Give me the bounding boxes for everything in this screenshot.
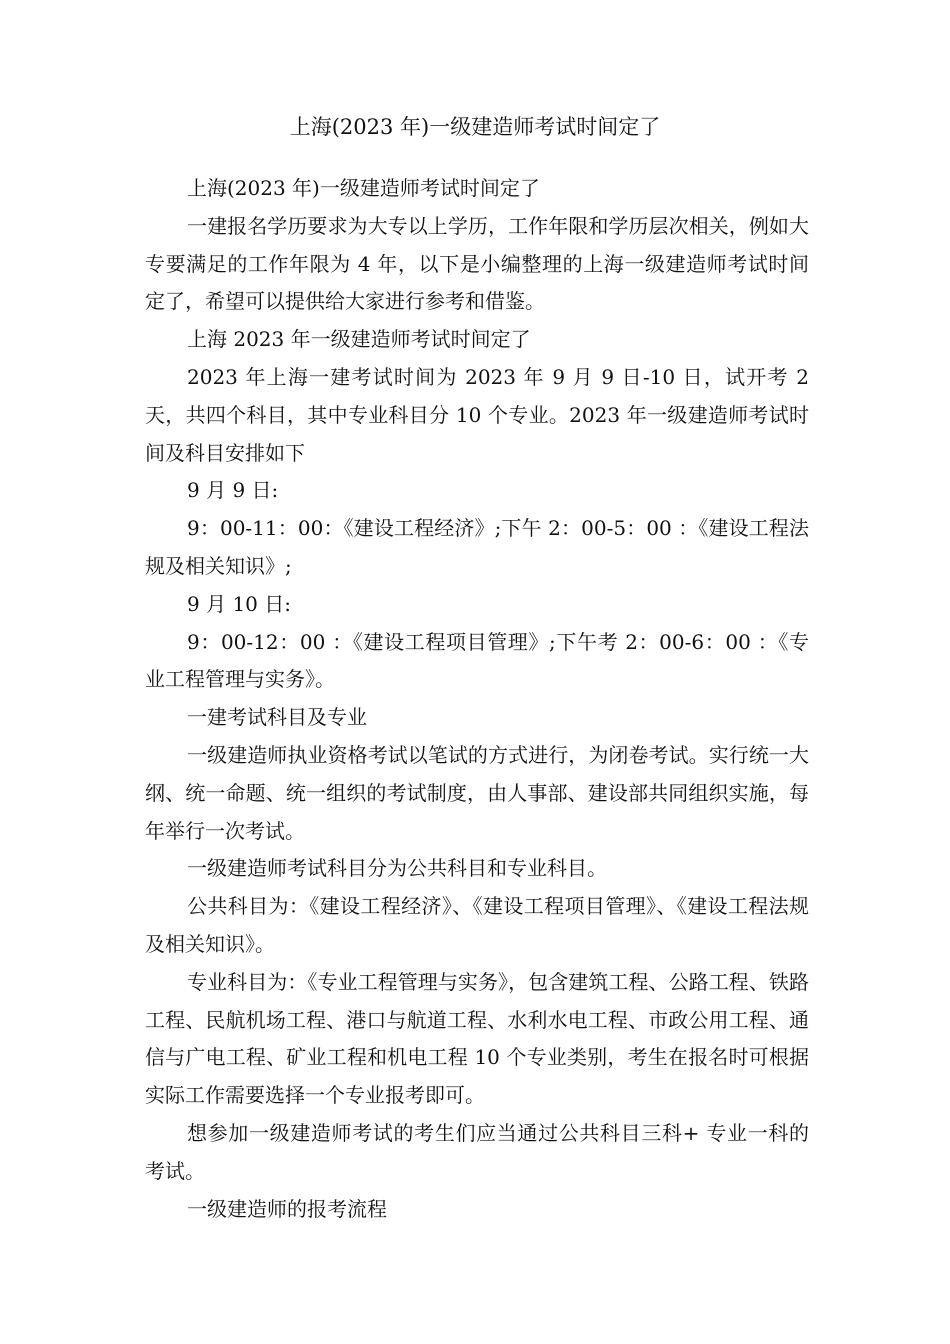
paragraph: 9：00-11：00：《建设工程经济》;下午 2：00-5：00 ：《建设工程法规及相关知识》; [145,516,809,578]
document-title: 上海(2023 年)一级建造师考试时间定了 [289,115,661,139]
paragraph: 想参加一级建造师考试的考生们应当通过公共科目三科+ 专业一科的考试。 [145,1120,809,1183]
paragraph: 公共科目为：《建设工程经济》、《建设工程项目管理》、《建设工程法规及相关知识》。 [145,894,809,956]
paragraph: 一级建造师执业资格考试以笔试的方式进行，为闭卷考试。实行统一大纲、统一命题、统一组织的考试制度，由人事部、建设部共同组织实施，每年举行一次考试。 [145,742,809,843]
document-body [145,170,809,1228]
paragraph: 上海 2023 年一级建造师考试时间定了 [187,327,531,352]
paragraph: 一级建造师考试科目分为公共科目和专业科目。 [187,856,607,881]
paragraph: 2023 年上海一建考试时间为 2023 年 9 月 9 日-10 日，试开考 2 天，共四个科目，其中专业科目分 10 个专业。2023 年一级建造师考试时间及科目安排如下 [145,364,809,465]
paragraph: 9：00-12：00 ：《建设工程项目管理》;下午考 2：00-6：00 ：《专业工程管理与实务》。 [145,629,809,692]
paragraph: 上海(2023 年)一级建造师考试时间定了 [187,176,540,200]
section-heading: 一级建造师的报考流程 [187,1196,387,1221]
paragraph: 专业科目为：《专业工程管理与实务》，包含建筑工程、公路工程、铁路工程、民航机场工程、港口与航道工程、水利水电工程、市政公用工程、通信与广电工程、矿业工程和机电工程 10 个专业类别，考生在报名时可根据实际工作需要选择一个专业报考即可。 [145,969,809,1108]
paragraph: 9 月 9 日: [187,478,279,503]
section-heading: 一建考试科目及专业 [187,705,367,730]
paragraph: 9 月 10 日: [187,591,291,616]
paragraph: 一建报名学历要求为大专以上学历，工作年限和学历层次相关，例如大专要满足的工作年限为 4 年，以下是小编整理的上海一级建造师考试时间定了，希望可以提供给大家进行参考和借鉴。 [145,213,809,314]
